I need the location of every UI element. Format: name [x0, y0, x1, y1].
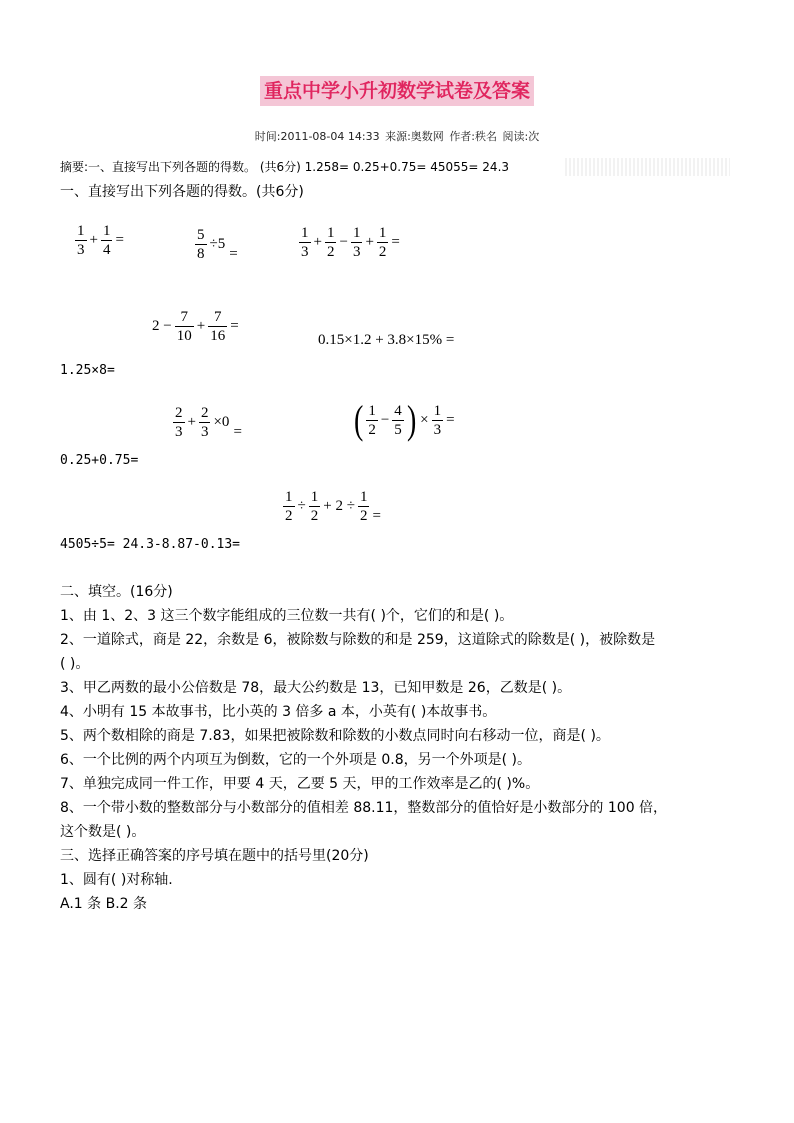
expr-3: $\frac{1}{3}$ + $\frac{1}{2}$ − $\frac{1}{3}$ + $\frac{1}{2}$ =: [301, 225, 400, 260]
question-cont: ( )。: [60, 656, 90, 672]
fraction: $\frac{7}{10}$: [176, 309, 192, 344]
fraction: $\frac{4}{5}$: [394, 402, 402, 438]
question: 4、小明有 15 本故事书，比小英的 3 倍多 a 本，小英有( )本故事书。: [60, 704, 497, 720]
fraction: $\frac{7}{16}$: [210, 309, 226, 344]
expr-1: $\frac{1}{3}$ + $\frac{1}{4}$ =: [77, 223, 124, 258]
plain-2: 0.25+0.75=: [60, 453, 139, 468]
plain-3: 4505÷5= 24.3-8.87-0.13=: [60, 537, 241, 552]
fraction: $\frac{1}{3}$: [433, 402, 442, 438]
section2: [60, 580, 740, 916]
expr-7: ( $\frac{1}{2}$ − $\frac{4}{5}$ ) × $\frac{1}{3}$ =: [353, 397, 455, 442]
question: 1、圆有( )对称轴.: [60, 872, 173, 888]
abstract: 摘要:一、直接写出下列各题的得数。 (共6分) 1.258= 0.25+0.75= 45055= 24.3: [60, 160, 510, 174]
plain-1: 1.25×8=: [60, 363, 115, 378]
expr-2: $\frac{5}{8}$ ÷5 =: [197, 227, 238, 262]
fraction: $\frac{1}{4}$: [102, 223, 111, 258]
question: 7、单独完成同一件工作，甲要 4 天，乙要 5 天，甲的工作效率是乙的( )%。: [60, 776, 540, 792]
left-paren: (: [353, 397, 364, 442]
fraction: $\frac{1}{3}$: [352, 225, 361, 260]
section1-heading: 一、直接写出下列各题的得数。(共6分): [60, 184, 304, 200]
document-title-wrap: [0, 76, 794, 106]
question-cont: 这个数是( )。: [60, 824, 146, 840]
question: 2、一道除式，商是 22，余数是 6，被除数与除数的和是 259，这道除式的除数是( )，被除数是: [60, 632, 656, 648]
meta-author: 作者:秩名: [449, 130, 498, 143]
expr-8: $\frac{1}{2}$ ÷ $\frac{1}{2}$ + 2 ÷ $\frac{1}{2}$ =: [285, 489, 381, 524]
document-title: 重点中学小升初数学试卷及答案: [260, 76, 534, 106]
meta-time: 时间:2011-08-04 14:33: [254, 130, 380, 143]
fraction: $\frac{5}{8}$: [197, 227, 205, 262]
fraction: $\frac{1}{2}$: [310, 489, 319, 524]
expr-4: 2 − $\frac{7}{10}$ + $\frac{7}{16}$ =: [152, 309, 239, 344]
expr-5: 0.15×1.2 + 3.8×15% =: [318, 332, 455, 348]
question: 5、两个数相除的商是 7.83，如果把被除数和除数的小数点同时向右移动一位，商是( )。: [60, 728, 610, 744]
fraction: $\frac{1}{2}$: [378, 225, 387, 260]
section2-heading: 二、填空。(16分): [60, 584, 173, 600]
fraction: $\frac{1}{2}$: [368, 402, 376, 438]
question: 8、一个带小数的整数部分与小数部分的值相差 88.11，整数部分的值恰好是小数部分的 100 倍，: [60, 800, 668, 816]
fraction: $\frac{2}{3}$: [200, 405, 209, 440]
question: 6、一个比例的两个内项互为倒数，它的一个外项是 0.8，另一个外项是( )。: [60, 752, 531, 768]
abstract-fade: [565, 158, 730, 176]
section3-heading: 三、选择正确答案的序号填在题中的括号里(20分): [60, 848, 369, 864]
fraction: $\frac{1}{3}$: [77, 223, 85, 258]
meta-source: 来源:奥数网: [385, 130, 444, 143]
question: 3、甲乙两数的最小公倍数是 78，最大公约数是 13，已知甲数是 26，乙数是( )。: [60, 680, 572, 696]
fraction: $\frac{2}{3}$: [175, 405, 183, 440]
fraction: $\frac{1}{2}$: [359, 489, 368, 524]
meta-line: [0, 128, 794, 144]
question: 1、由 1、2、3 这三个数字能组成的三位数一共有( )个，它们的和是( )。: [60, 608, 514, 624]
meta-reads: 阅读:次: [502, 130, 540, 143]
right-paren: ): [406, 397, 417, 442]
fraction: $\frac{1}{2}$: [285, 489, 293, 524]
fraction: $\frac{1}{3}$: [301, 225, 309, 260]
expr-6: $\frac{2}{3}$ + $\frac{2}{3}$ ×0 =: [175, 405, 242, 440]
fraction: $\frac{1}{2}$: [326, 225, 335, 260]
question-options: A.1 条 B.2 条: [60, 896, 148, 912]
